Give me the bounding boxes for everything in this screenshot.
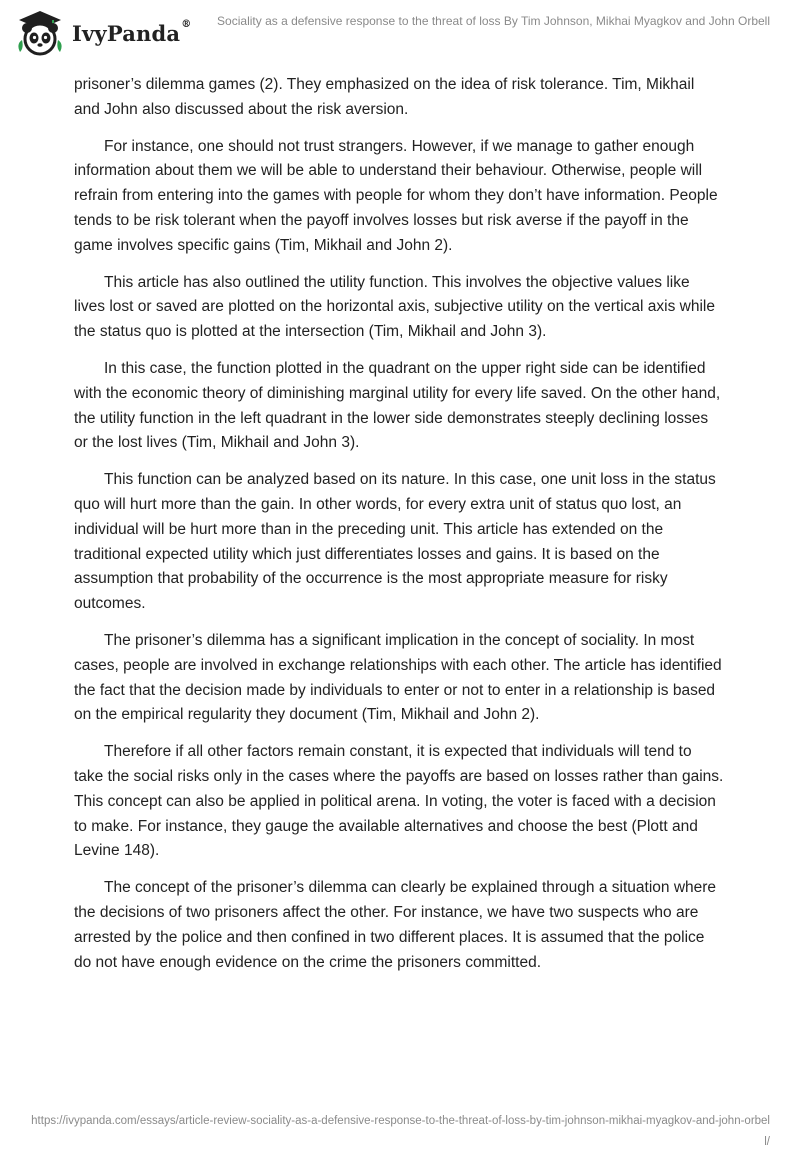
brand-name-text: IvyPanda <box>72 20 181 46</box>
paragraph-6: The prisoner’s dilemma has a significant implication in the concept of sociality. In most cases, people are involved in exchange relationships with each other. The article has identified the fact that the decision made by individuals to enter or not to enter in a relationship is based on the empirical regularity they document (Tim, Mikhail and John 2). <box>74 631 722 724</box>
source-url[interactable]: https://ivypanda.com/essays/article-review-sociality-as-a-defensive-response-to-the-threat-of-loss-by-tim-johnson-mikhai-myagkov-and-john-orbell/ <box>31 1115 770 1148</box>
paragraph-8: The concept of the prisoner’s dilemma can clearly be explained through a situation where the decisions of two prisoners affect the other. For instance, we have two suspects who are arrested by the police and then confined in two different places. It is assumed that the police do not have enough evidence on the crime the prisoners committed. <box>74 879 717 971</box>
registered-mark: ® <box>181 18 192 30</box>
page-header <box>0 0 800 62</box>
paragraph-5: This function can be analyzed based on its nature. In this case, one unit loss in the status quo will hurt more than the gain. In other words, for every extra unit of status quo lost, an individual will be hurt more than in the preceding unit. This article has extended on the traditional expected utility which just differentiates losses and gains. It is based on the assumption that probability of the occurrence is the most appropriate measure for risky outcomes. <box>74 471 716 613</box>
document-title: Sociality as a defensive response to the threat of loss By Tim Johnson, Mikhai Myagkov and John Orbell <box>217 14 770 28</box>
paragraph-2: For instance, one should not trust strangers. However, if we manage to gather enough information about them we will be able to understand their behaviour. Otherwise, people will refrain from entering into the games with people for whom they don’t have information. People tends to be risk tolerant when the payoff involves losses but risk averse if the payoff in the game involves specific gains (Tim, Mikhail and John 2). <box>74 137 718 254</box>
paragraph-1: prisoner’s dilemma games (2). They emphasized on the idea of risk tolerance. Tim, Mikhail and John also discussed about the risk aversion. <box>74 76 695 118</box>
panda-graduate-icon <box>14 8 66 58</box>
document-body <box>74 73 724 987</box>
paragraph-3: This article has also outlined the utility function. This involves the objective values like lives lost or saved are plotted on the horizontal axis, subjective utility on the vertical axis while the status quo is plotted at the intersection (Tim, Mikhail and John 3). <box>74 273 715 341</box>
brand-name <box>72 18 192 46</box>
paragraph-4: In this case, the function plotted in the quadrant on the upper right side can be identified with the economic theory of diminishing marginal utility for every life saved. On the other hand, the utility function in the left quadrant in the lower side demonstrates steeply declining losses or the lost lives (Tim, Mikhail and John 3). <box>74 359 721 452</box>
paragraph-7: Therefore if all other factors remain constant, it is expected that individuals will tend to take the social risks only in the cases where the payoffs are based on losses rather than gains. This concept can also be applied in political arena. In voting, the voter is faced with a decision to make. For instance, they gauge the available alternatives and choose the best (Plott and Levine 148). <box>74 743 724 860</box>
brand-logo[interactable] <box>14 8 191 58</box>
